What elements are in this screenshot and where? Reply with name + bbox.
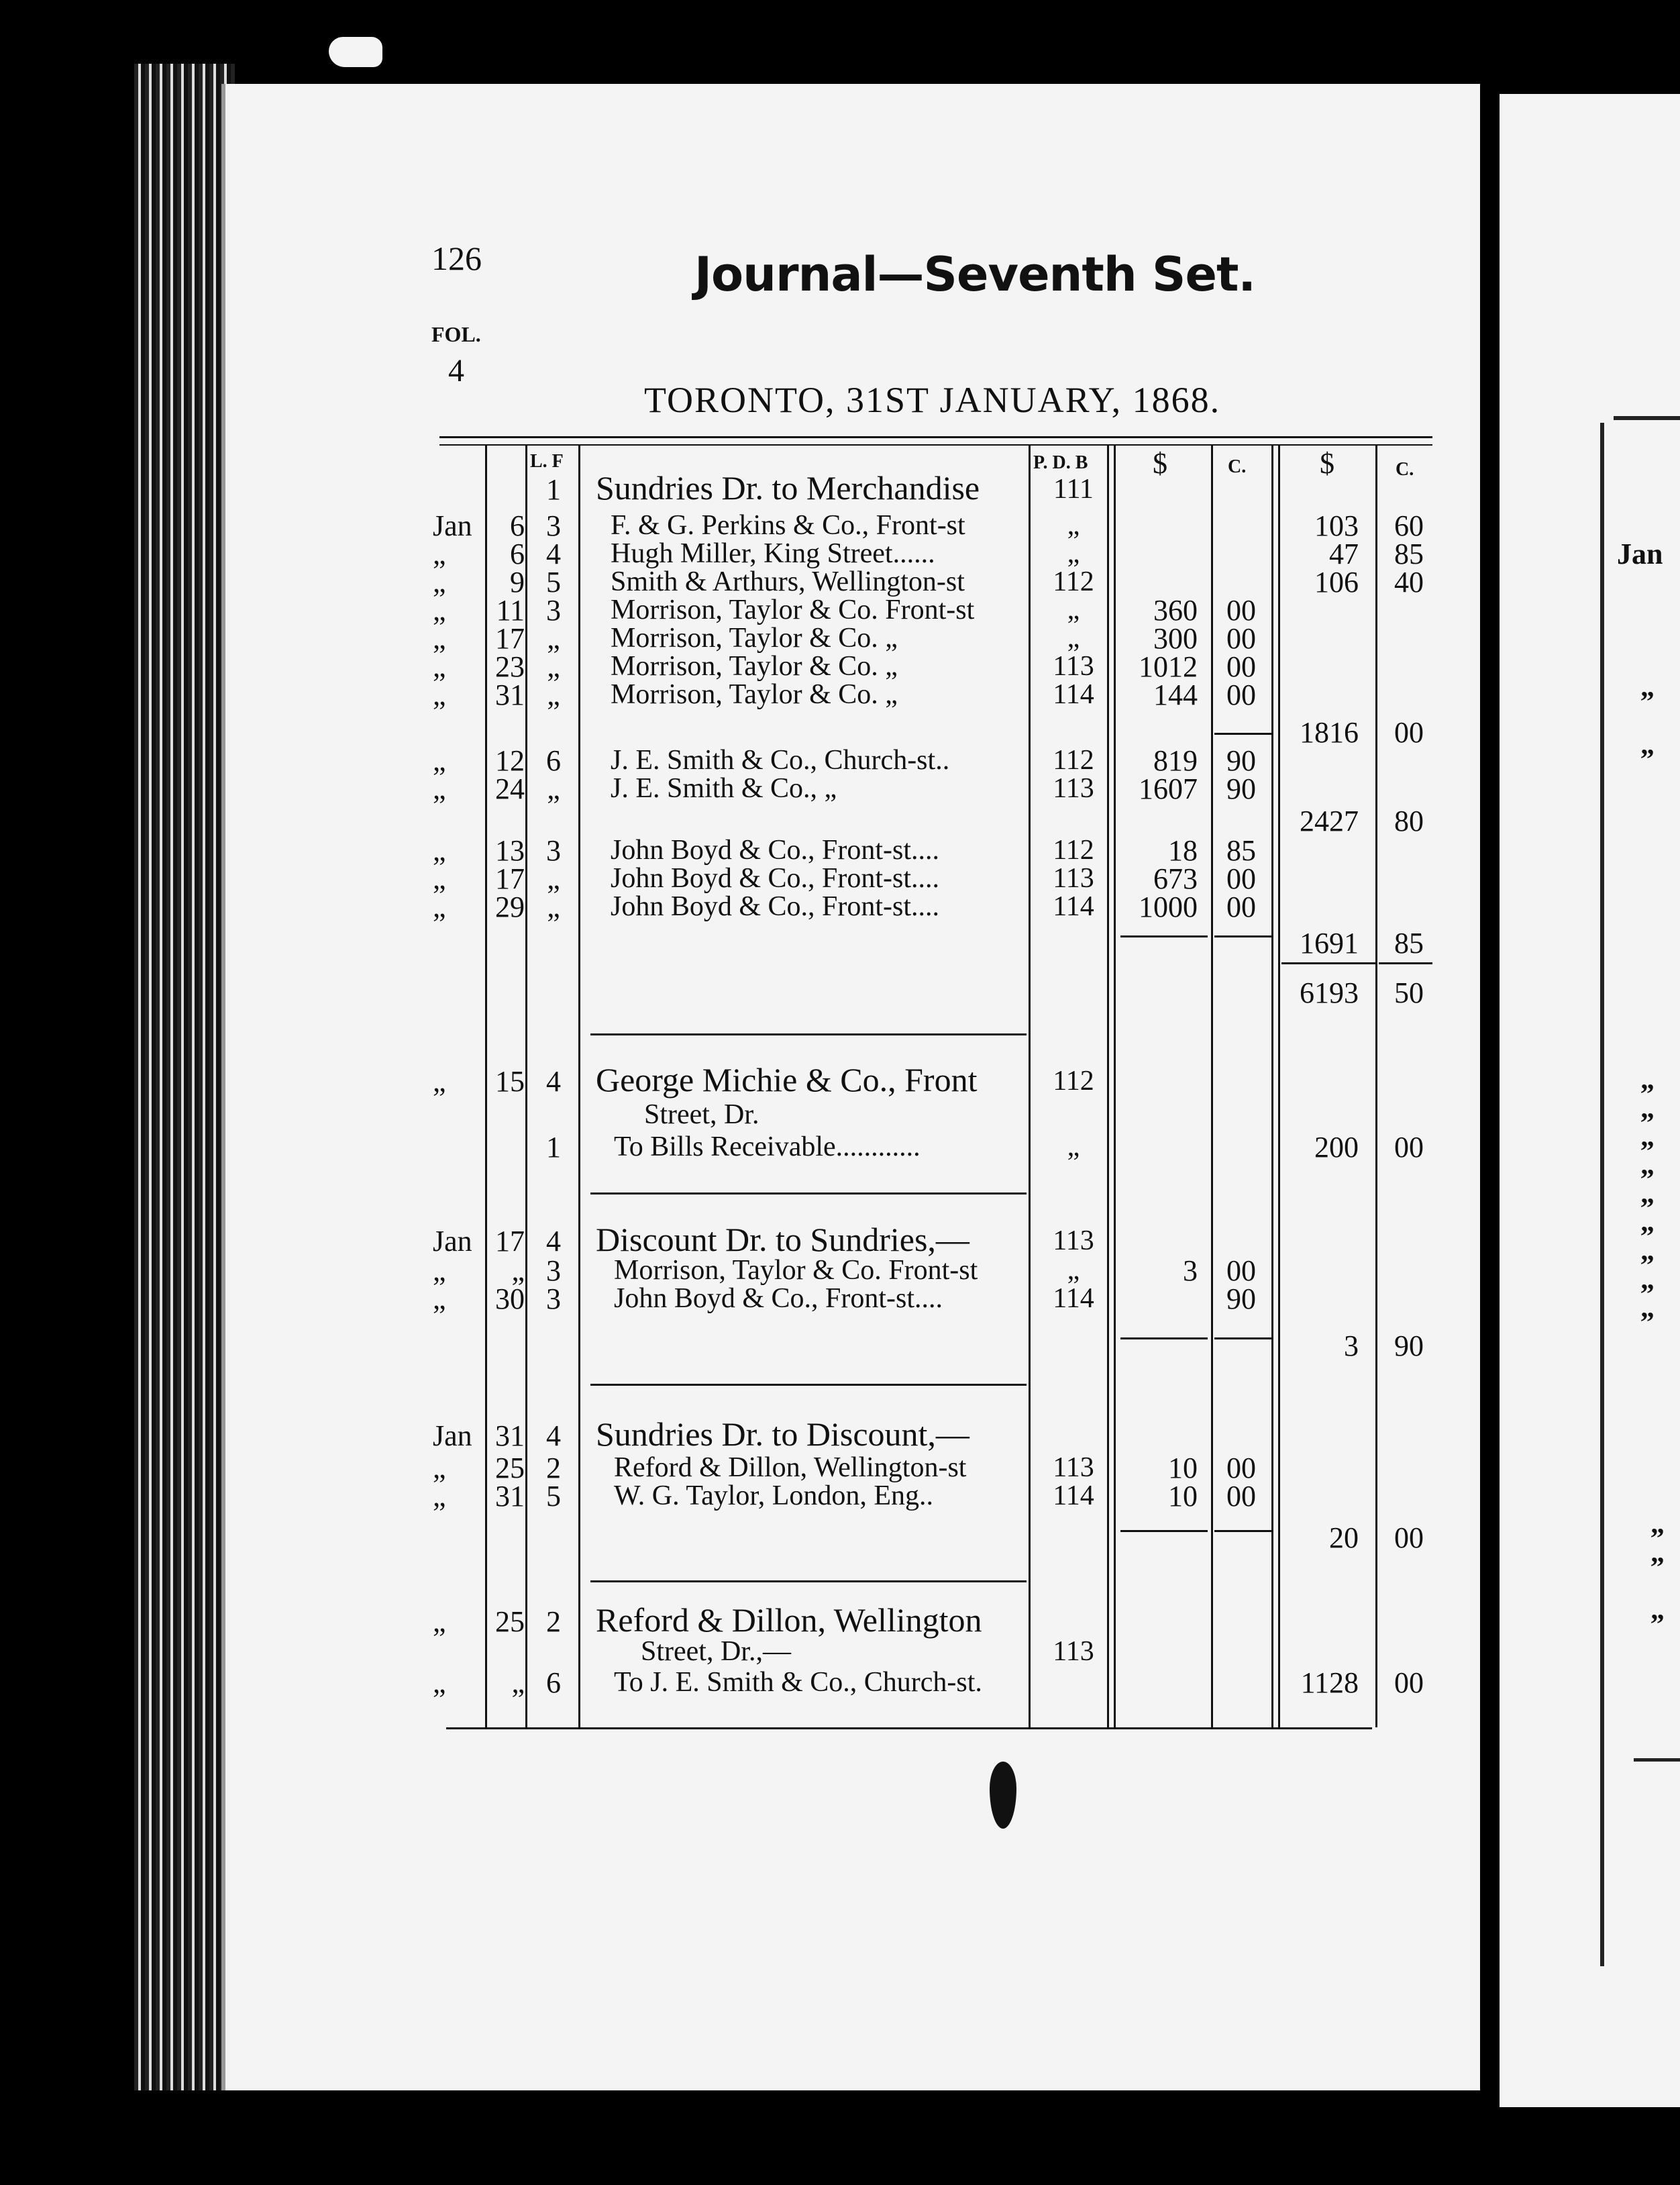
entry-ledger-folio: 3	[546, 1254, 561, 1287]
entry-ledger-folio: 2	[546, 1605, 561, 1638]
adjacent-page-ditto: „	[1650, 1509, 1665, 1539]
entry-month: „	[433, 1452, 446, 1484]
entry-journal-folio: 112	[1053, 745, 1094, 776]
column-head-cents-2: C.	[1396, 459, 1414, 480]
entry-month: „	[433, 772, 446, 805]
entry-amount-cents: 00	[1226, 678, 1256, 711]
entry-total-dollars: 20	[1329, 1521, 1359, 1554]
entry-day: „	[511, 1666, 525, 1699]
adjacent-page-ditto: „	[1640, 1292, 1655, 1323]
entry-amount-cents: 00	[1226, 891, 1256, 923]
entry-day: 17	[495, 1225, 525, 1258]
entry-ledger-folio: „	[547, 862, 560, 895]
entry-ledger-folio: „	[547, 650, 560, 683]
entry-amount-dollars: 1012	[1139, 650, 1198, 683]
entry-description: Street, Dr.	[644, 1099, 759, 1130]
adjacent-page-ditto: „	[1640, 1178, 1655, 1209]
entry-description: J. E. Smith & Co., „	[611, 773, 837, 804]
entry-total-cents: 00	[1394, 716, 1424, 749]
entry-amount-dollars: 18	[1168, 834, 1198, 867]
entry-journal-folio: 114	[1053, 679, 1094, 710]
entry-ledger-folio: 4	[546, 1065, 561, 1098]
entry-journal-folio: 113	[1053, 773, 1094, 804]
entry-description: Street, Dr.,—	[641, 1636, 791, 1667]
entry-amount-dollars: 1000	[1139, 891, 1198, 923]
entry-day: „	[511, 1254, 525, 1287]
entry-amount-dollars: 3	[1183, 1254, 1198, 1287]
entry-month: „	[433, 1605, 446, 1638]
table-top-rule	[439, 436, 1432, 438]
entry-total-cents: 60	[1394, 509, 1424, 542]
entry-ledger-folio: 6	[546, 1666, 561, 1699]
entry-ledger-folio: 1	[546, 473, 561, 506]
entry-description: George Michie & Co., Front	[596, 1061, 978, 1099]
entry-day: 25	[495, 1452, 525, 1484]
page-number: 126	[431, 240, 482, 277]
entry-day: 9	[510, 566, 525, 599]
entry-description: Smith & Arthurs, Wellington-st	[611, 566, 965, 597]
entry-month: Jan	[433, 1225, 472, 1258]
entry-ledger-folio: 1	[546, 1131, 561, 1164]
entry-month: „	[433, 1065, 446, 1098]
entry-month: „	[433, 891, 446, 923]
entry-description: W. G. Taylor, London, Eng..	[614, 1480, 934, 1511]
entry-day: 23	[495, 650, 525, 683]
entry-day: 11	[496, 594, 525, 627]
column-head-pdb: P. D. B	[1033, 452, 1088, 473]
entry-amount-cents: 00	[1226, 1452, 1256, 1484]
column-rule-dollars2-a	[1271, 446, 1273, 1727]
entry-total-dollars: 103	[1314, 509, 1359, 542]
entry-description: John Boyd & Co., Front-st....	[611, 835, 940, 866]
folio-label: FOL.	[431, 322, 481, 346]
entry-total-cents: 80	[1394, 805, 1424, 837]
entry-description: F. & G. Perkins & Co., Front-st	[611, 510, 965, 541]
adjacent-page-ditto: „	[1650, 1594, 1665, 1625]
entry-total-cents: 50	[1394, 976, 1424, 1009]
entry-day: 31	[495, 1480, 525, 1513]
entry-description: John Boyd & Co., Front-st....	[611, 891, 940, 922]
total-rule	[1281, 962, 1375, 964]
adjacent-page-month: Jan	[1617, 538, 1663, 570]
book-page-edges	[134, 64, 235, 2090]
entry-total-dollars: 1816	[1300, 716, 1359, 749]
entry-month: „	[433, 834, 446, 867]
entry-amount-cents: 90	[1226, 772, 1256, 805]
entry-amount-dollars: 10	[1168, 1452, 1198, 1484]
entry-amount-dollars: 819	[1153, 744, 1198, 777]
entry-month: „	[433, 862, 446, 895]
entry-description: Reford & Dillon, Wellington-st	[614, 1452, 967, 1483]
adjacent-page-ditto: „	[1640, 1150, 1655, 1180]
entry-description: John Boyd & Co., Front-st....	[611, 863, 940, 894]
entry-day: 29	[495, 891, 525, 923]
entry-amount-dollars: 360	[1153, 594, 1198, 627]
entry-description: J. E. Smith & Co., Church-st..	[611, 745, 950, 776]
folio-number: 4	[448, 353, 464, 389]
entry-day: 31	[495, 678, 525, 711]
adjacent-page-column-rule	[1600, 423, 1604, 1966]
entry-total-dollars: 3	[1344, 1329, 1359, 1362]
entry-ledger-folio: 6	[546, 744, 561, 777]
entry-ledger-folio: 3	[546, 1282, 561, 1315]
column-rule-pdb	[1029, 446, 1031, 1727]
entry-total-dollars: 106	[1314, 566, 1359, 599]
entry-amount-dollars: 10	[1168, 1480, 1198, 1513]
entry-day: 30	[495, 1282, 525, 1315]
entry-ledger-folio: „	[547, 678, 560, 711]
entry-month: „	[433, 538, 446, 570]
entry-description: Hugh Miller, King Street......	[611, 538, 935, 569]
entry-month: „	[433, 1480, 446, 1513]
entry-month: „	[433, 650, 446, 683]
entry-month: „	[433, 594, 446, 627]
entry-day: 31	[495, 1419, 525, 1452]
page-title: Journal—Seventh Set.	[694, 247, 1255, 302]
entry-journal-folio: „	[1067, 623, 1080, 654]
entry-day: 25	[495, 1605, 525, 1638]
entry-amount-cents: 90	[1226, 1282, 1256, 1315]
entry-journal-folio: „	[1067, 1131, 1080, 1162]
paper-smudge	[329, 37, 382, 67]
entry-day: 15	[495, 1065, 525, 1098]
entry-separator	[590, 1192, 1027, 1195]
entry-description: Morrison, Taylor & Co. „	[611, 651, 898, 682]
table-top-rule-inner	[439, 444, 1432, 446]
subtotal-rule	[1214, 733, 1271, 735]
entry-description: Sundries Dr. to Discount,—	[596, 1415, 969, 1453]
entry-description: To J. E. Smith & Co., Church-st.	[614, 1667, 982, 1698]
column-rule-lf	[525, 446, 527, 1727]
entry-amount-cents: 00	[1226, 862, 1256, 895]
subtotal-rule	[1214, 935, 1271, 937]
entry-journal-folio: 113	[1053, 1452, 1094, 1483]
entry-amount-cents: 90	[1226, 744, 1256, 777]
entry-month: Jan	[433, 509, 472, 542]
entry-total-dollars: 200	[1314, 1131, 1359, 1164]
entry-separator	[590, 1580, 1027, 1582]
column-rule-desc	[578, 446, 580, 1727]
entry-total-dollars: 6193	[1300, 976, 1359, 1009]
entry-journal-folio: 112	[1053, 566, 1094, 597]
adjacent-page-ditto: „	[1640, 1207, 1655, 1237]
column-head-dollars-2: $	[1320, 447, 1334, 480]
adjacent-page-ditto: „	[1640, 729, 1655, 760]
entry-ledger-folio: 3	[546, 594, 561, 627]
entry-day: 6	[510, 538, 525, 570]
adjacent-page-ditto: „	[1640, 1121, 1655, 1152]
entry-journal-folio: „	[1067, 1255, 1080, 1286]
entry-ledger-folio: 3	[546, 834, 561, 867]
subtotal-rule	[1214, 1530, 1271, 1532]
entry-journal-folio: 114	[1053, 1283, 1094, 1314]
entry-description: Sundries Dr. to Merchandise	[596, 469, 980, 507]
entry-journal-folio: 112	[1053, 835, 1094, 866]
entry-month: „	[433, 1282, 446, 1315]
entry-day: 13	[495, 834, 525, 867]
entry-journal-folio: „	[1067, 510, 1080, 541]
column-rule-cents1	[1211, 446, 1213, 1727]
entry-total-dollars: 2427	[1300, 805, 1359, 837]
entry-description: Discount Dr. to Sundries,—	[596, 1221, 969, 1258]
entry-separator	[590, 1384, 1027, 1386]
entry-day: 17	[495, 862, 525, 895]
entry-ledger-folio: 4	[546, 1419, 561, 1452]
adjacent-page-sum-rule	[1634, 1758, 1680, 1762]
adjacent-page-ditto: „	[1640, 672, 1655, 703]
entry-total-cents: 85	[1394, 927, 1424, 960]
column-rule-cents2	[1375, 446, 1377, 1727]
entry-total-cents: 90	[1394, 1329, 1424, 1362]
entry-day: 17	[495, 622, 525, 655]
entry-month: „	[433, 1254, 446, 1287]
entry-description: John Boyd & Co., Front-st....	[614, 1283, 943, 1314]
entry-total-cents: 00	[1394, 1521, 1424, 1554]
entry-journal-folio: 113	[1053, 863, 1094, 894]
entry-total-cents: 00	[1394, 1666, 1424, 1699]
adjacent-page	[1500, 94, 1680, 2107]
entry-description: Morrison, Taylor & Co. „	[611, 679, 898, 710]
entry-ledger-folio: 5	[546, 1480, 561, 1513]
entry-ledger-folio: „	[547, 622, 560, 655]
adjacent-page-ditto: „	[1650, 1537, 1665, 1568]
entry-total-cents: 00	[1394, 1131, 1424, 1164]
entry-ledger-folio: 4	[546, 1225, 561, 1258]
entry-journal-folio: 113	[1053, 651, 1094, 682]
entry-amount-cents: 00	[1226, 650, 1256, 683]
subtotal-rule	[1120, 935, 1208, 937]
column-head-dollars-1: $	[1153, 447, 1167, 480]
entry-day: 24	[495, 772, 525, 805]
adjacent-page-ditto: „	[1640, 1264, 1655, 1295]
entry-total-cents: 40	[1394, 566, 1424, 599]
entry-ledger-folio: 2	[546, 1452, 561, 1484]
entry-amount-cents: 85	[1226, 834, 1256, 867]
entry-amount-dollars: 300	[1153, 622, 1198, 655]
entry-ledger-folio: 5	[546, 566, 561, 599]
entry-month: „	[433, 744, 446, 777]
column-rule-dollars1-b	[1114, 446, 1116, 1727]
entry-description: Morrison, Taylor & Co. Front-st	[614, 1255, 978, 1286]
entry-amount-dollars: 144	[1153, 678, 1198, 711]
entry-journal-folio: 111	[1053, 474, 1094, 505]
entry-description: To Bills Receivable............	[614, 1131, 921, 1162]
column-head-cents-1: C.	[1228, 456, 1247, 477]
entry-total-dollars: 1128	[1300, 1666, 1359, 1699]
column-head-lf: L. F	[530, 451, 564, 472]
entry-amount-dollars: 673	[1153, 862, 1198, 895]
entry-total-cents: 85	[1394, 538, 1424, 570]
entry-journal-folio: 114	[1053, 1480, 1094, 1511]
entry-ledger-folio: „	[547, 772, 560, 805]
entry-day: 12	[495, 744, 525, 777]
entry-ledger-folio: 4	[546, 538, 561, 570]
entry-month: „	[433, 678, 446, 711]
entry-day: 6	[510, 509, 525, 542]
entry-description: Morrison, Taylor & Co. „	[611, 623, 898, 654]
entry-amount-cents: 00	[1226, 622, 1256, 655]
entry-month: „	[433, 566, 446, 599]
adjacent-page-top-rule	[1614, 416, 1680, 420]
column-rule-dollars2-b	[1278, 446, 1280, 1727]
entry-month: „	[433, 622, 446, 655]
adjacent-page-ditto: „	[1640, 1064, 1655, 1095]
adjacent-page-ditto: „	[1640, 1093, 1655, 1124]
entry-journal-folio: „	[1067, 595, 1080, 625]
entry-separator	[590, 1033, 1027, 1035]
entry-amount-cents: 00	[1226, 1480, 1256, 1513]
subtotal-rule	[1120, 1530, 1208, 1532]
entry-journal-folio: 112	[1053, 1066, 1094, 1097]
adjacent-page-ditto: „	[1640, 1235, 1655, 1266]
entry-amount-cents: 00	[1226, 594, 1256, 627]
entry-journal-folio: „	[1067, 538, 1080, 569]
entry-month: Jan	[433, 1419, 472, 1452]
entry-journal-folio: 113	[1053, 1225, 1094, 1256]
entry-journal-folio: 113	[1053, 1636, 1094, 1667]
subtotal-rule	[1214, 1337, 1271, 1339]
entry-description: Reford & Dillon, Wellington	[596, 1601, 982, 1639]
total-rule	[1379, 962, 1432, 964]
entry-journal-folio: 114	[1053, 891, 1094, 922]
entry-month: „	[433, 1666, 446, 1699]
subtotal-rule	[1120, 1337, 1208, 1339]
date-heading: TORONTO, 31ST JANUARY, 1868.	[644, 380, 1221, 420]
entry-total-dollars: 1691	[1300, 927, 1359, 960]
entry-ledger-folio: „	[547, 891, 560, 923]
table-bottom-rule	[446, 1727, 1372, 1729]
entry-total-dollars: 47	[1329, 538, 1359, 570]
entry-amount-cents: 00	[1226, 1254, 1256, 1287]
entry-ledger-folio: 3	[546, 509, 561, 542]
entry-amount-dollars: 1607	[1139, 772, 1198, 805]
entry-description: Morrison, Taylor & Co. Front-st	[611, 595, 975, 625]
